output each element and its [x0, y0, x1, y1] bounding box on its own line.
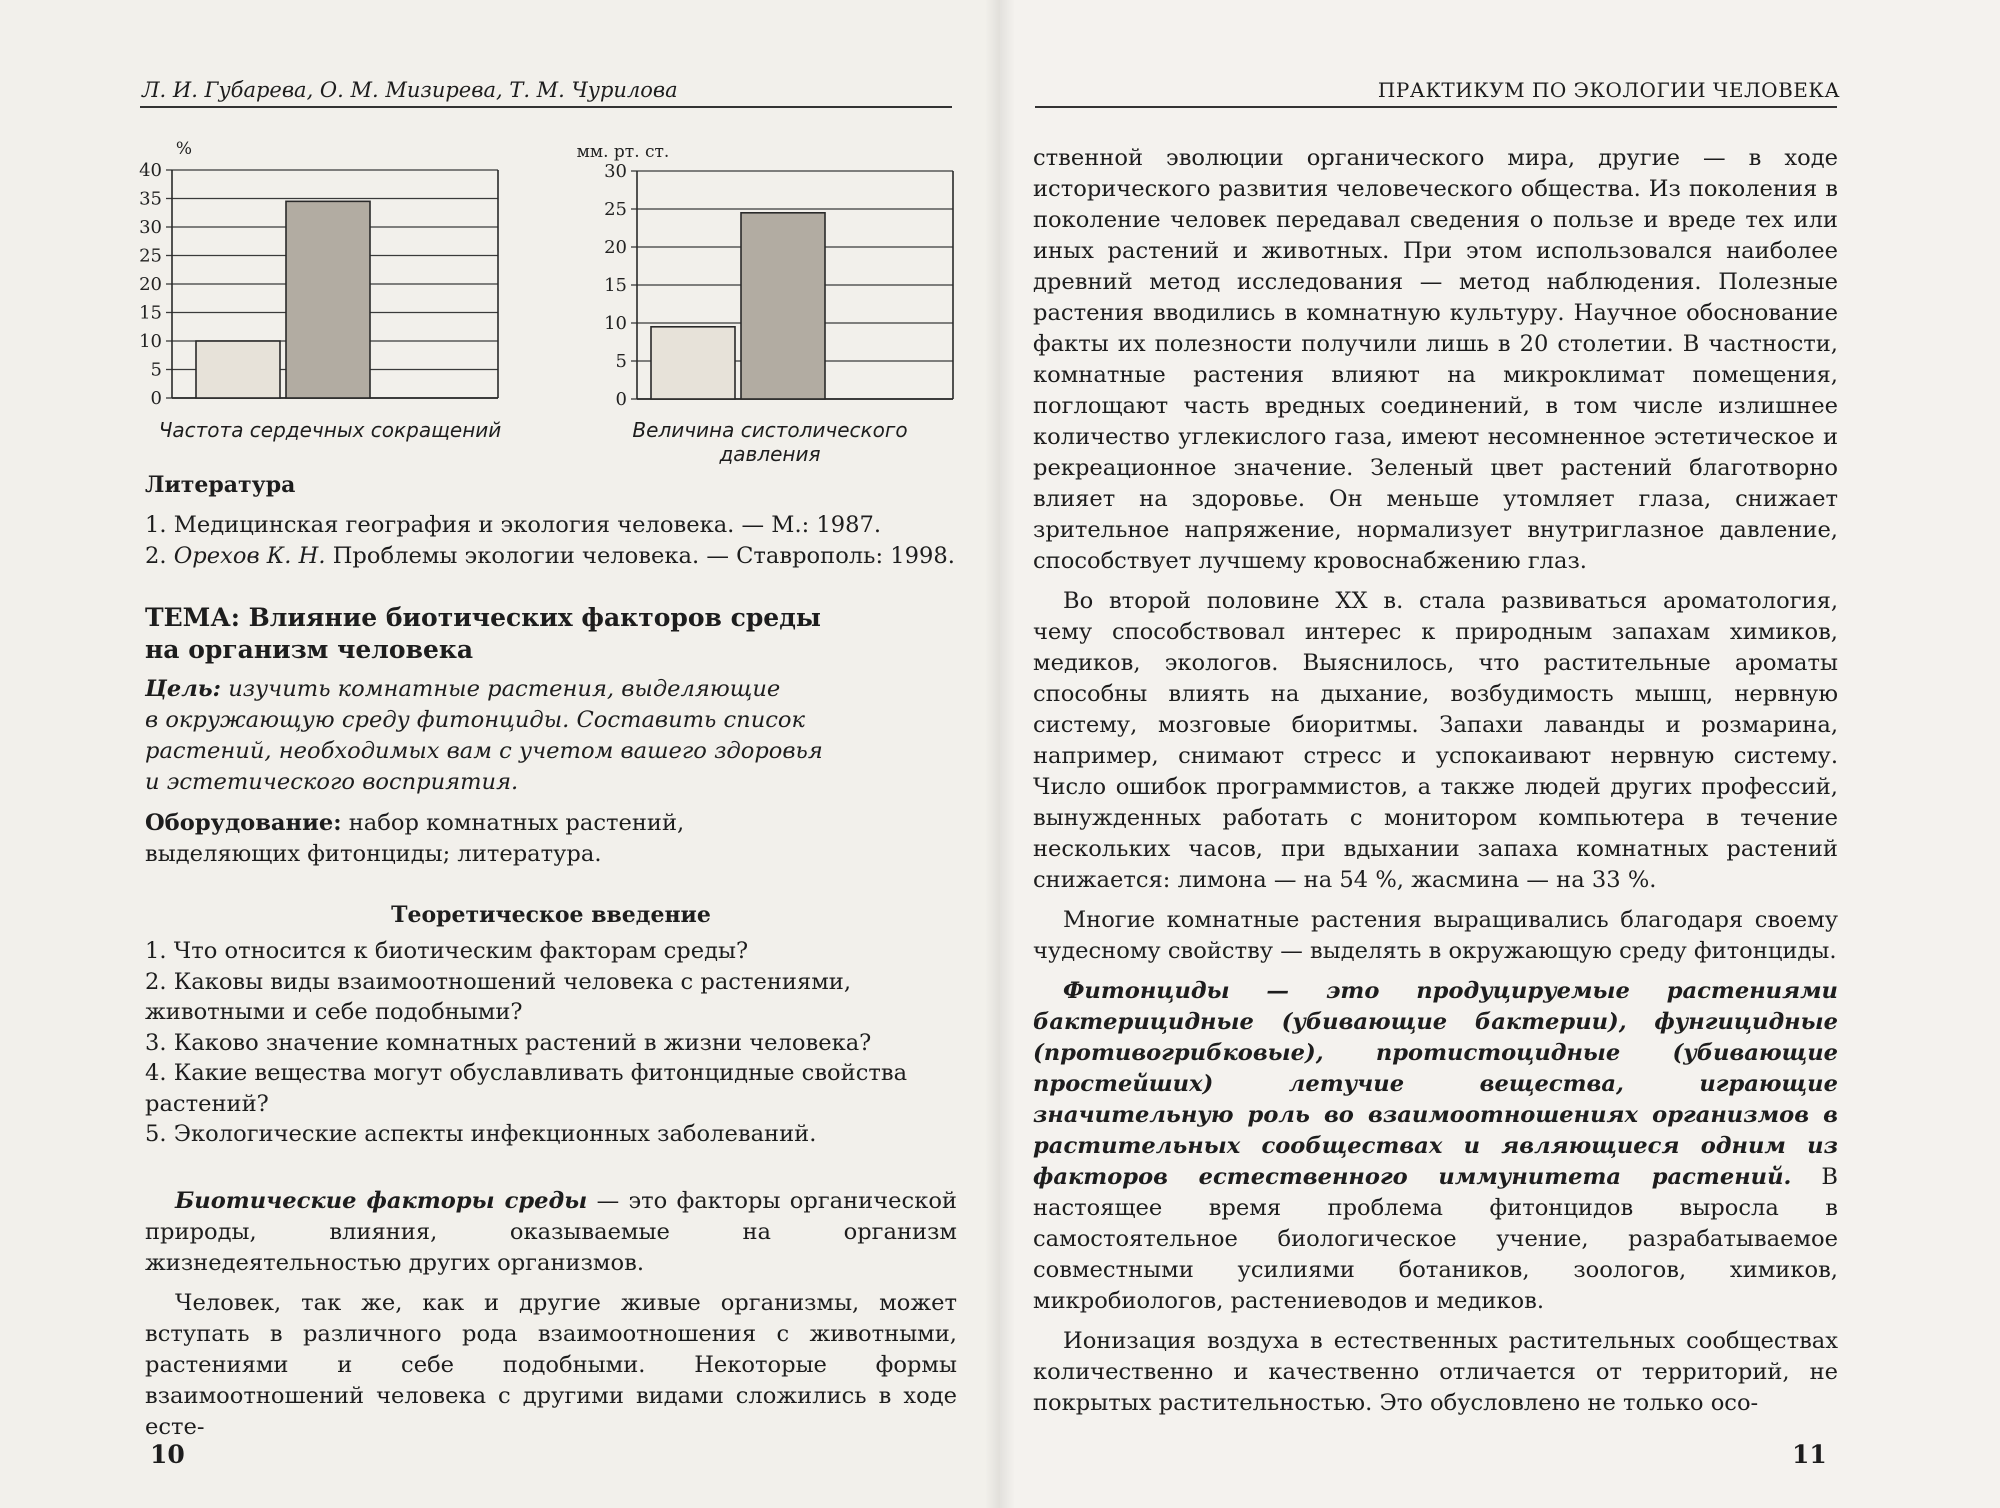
literature-item-2 — [145, 541, 965, 572]
tick-label-25: 25 — [604, 199, 627, 220]
intro-section — [145, 902, 957, 1150]
tick-label-35: 35 — [139, 188, 162, 210]
question-3: 3. Каково значение комнатных растений в жизни человека? — [145, 1029, 872, 1056]
goal-label: Цель: — [145, 676, 221, 702]
goal-line-4: и эстетического восприятия. — [145, 769, 519, 795]
y-axis-unit-label: мм. рт. ст. — [576, 142, 670, 162]
left-head-rule — [140, 106, 952, 108]
heart-rate-chart — [120, 140, 510, 410]
literature-item-2-author: Орехов К. Н. — [173, 542, 326, 569]
equipment-line-1: набор комнатных растений, — [348, 810, 685, 836]
pressure-chart-caption — [610, 418, 930, 466]
equipment-line-2: выделяющих фитонциды; литература. — [145, 841, 602, 867]
literature-item-1-text: Медицинская география и экология человека. — М.: 1987. — [173, 512, 882, 538]
left-paragraph-1 — [145, 1186, 957, 1279]
phytoncides-definition: Фитонциды — это продуцируемые растениями бактерицидные (убивающие бактерии), фунгицидные (противогрибковые), протистоцидные (убивающие простейших) летучие вещества, играющие значительную роль во взаимоотношениях организмов в растительных сообществах и являющиеся одним из факторов естественного иммунитета растений. — [1033, 978, 1838, 1190]
right-paragraph-2: Во второй половине XX в. стала развиваться ароматология, чему способствовал интерес к природным запахам химиков, медиков, экологов. Выяснилось, что растительные ароматы способны влиять на дыхание, возбудимость мышц, нервную систему, мозговые биоритмы. Запахи лаванды и розмарина, например, снимают стресс и успокаивают нервную систему. Число ошибок программистов, а также людей других профессий, вынужденных работать с монитором компьютера в течение нескольких часов, при вдыхании запаха комнатных растений снижается: лимона — на 54 %, жасмина — на 33 %. — [1033, 588, 1838, 893]
question-1: 1. Что относится к биотическим факторам среды? — [145, 938, 749, 964]
question-4: 4. Какие вещества могут обуславливать фитонцидные свойства — [145, 1060, 908, 1086]
tick-label-10: 10 — [604, 313, 627, 334]
question-5: 5. Экологические аспекты инфекционных заболеваний. — [145, 1121, 817, 1147]
bar-1 — [651, 327, 735, 399]
equipment-paragraph — [145, 808, 965, 870]
literature-section — [145, 472, 965, 571]
bar-2 — [286, 201, 370, 398]
bar-2 — [741, 213, 825, 399]
tick-label-15: 15 — [139, 302, 162, 324]
right-paragraph-3: Многие комнатные растения выращивались благодаря своему чудесному свойству — выделять в окружающую среду фитонциды. — [1033, 907, 1838, 964]
question-list — [145, 936, 957, 1150]
right-body — [1033, 143, 1838, 1419]
goal-line-1: изучить комнатные растения, выделяющие — [228, 676, 781, 702]
book-gutter — [985, 0, 1015, 1508]
biotic-factors-term: Биотические факторы среды — [175, 1188, 588, 1214]
literature-item-2-text: Проблемы экологии человека. — Ставрополь: 1998. — [332, 542, 955, 569]
tick-label-15: 15 — [604, 275, 627, 296]
phytoncides-continuation: В настоящее время проблема фитонцидов выросла в самостоятельное биологическое учение, разрабатываемое совместными усилиями ботаников, зоологов, химиков, микробиологов, растениеводов и медиков. — [1033, 1164, 1838, 1314]
goal-line-2: в окружающую среду фитонциды. Составить список — [145, 707, 806, 733]
left-running-head: Л. И. Губарева, О. М. Мизирева, Т. М. Чурилова — [142, 78, 678, 102]
topic-heading-line2: на организм человека — [145, 635, 474, 664]
right-paragraph-4 — [1033, 976, 1838, 1317]
right-running-head: ПРАКТИКУМ ПО ЭКОЛОГИИ ЧЕЛОВЕКА — [1377, 78, 1840, 102]
biotic-factors-definition: — это факторы органической природы, влияния, оказываемые на организм жизнедеятельностью других организмов. — [145, 1188, 957, 1276]
left-page-number: 10 — [150, 1440, 185, 1469]
tick-label-5: 5 — [615, 351, 627, 372]
y-axis-unit-label: % — [175, 139, 193, 159]
tick-label-0: 0 — [615, 389, 627, 410]
heart-rate-chart-svg — [120, 140, 510, 410]
tick-label-30: 30 — [139, 217, 162, 238]
equipment-label: Оборудование: — [145, 810, 342, 836]
tick-label-5: 5 — [150, 359, 162, 381]
pressure-chart-svg — [576, 142, 965, 410]
bar-1 — [196, 341, 280, 398]
right-paragraph-5: Ионизация воздуха в естественных растительных сообществах количественно и качественно отличается от территорий, не покрытых растительностью. Это обусловлено не только осо- — [1033, 1328, 1838, 1416]
literature-heading: Литература — [145, 472, 296, 498]
topic-heading-line1: ТЕМА: Влияние биотических факторов среды — [145, 603, 821, 632]
right-page-number: 11 — [1792, 1440, 1827, 1469]
pressure-chart — [576, 142, 965, 410]
tick-label-10: 10 — [139, 331, 162, 352]
intro-heading: Теоретическое введение — [391, 902, 711, 928]
tick-label-40: 40 — [139, 160, 162, 181]
goal-line-3: растений, необходимых вам с учетом вашего здоровья — [145, 738, 823, 764]
question-4-continued: растений? — [145, 1090, 269, 1117]
tick-label-30: 30 — [604, 161, 627, 182]
heart-rate-caption-text: Частота сердечных сокращений — [158, 418, 502, 442]
literature-item-2-number: 2. — [145, 542, 167, 569]
right-head-rule — [1035, 106, 1837, 108]
pressure-caption-line2: давления — [719, 442, 821, 466]
question-2: 2. Каковы виды взаимоотношений человека с растениями, — [145, 968, 852, 995]
left-body — [145, 1186, 957, 1443]
literature-item-1-number: 1. — [145, 512, 167, 538]
goal-paragraph — [145, 674, 965, 798]
heart-rate-chart-caption — [120, 418, 540, 442]
left-paragraph-2: Человек, так же, как и другие живые организмы, может вступать в различного рода взаимоотношения с животными, растениями и себе подобными. Некоторые формы взаимоотношений человека с другими видами сложились в ходе есте- — [145, 1290, 957, 1440]
tick-label-20: 20 — [604, 237, 627, 258]
question-2-continued: животными и себе подобными? — [145, 999, 523, 1025]
topic-section — [145, 602, 965, 870]
tick-label-25: 25 — [139, 245, 162, 267]
right-paragraph-1: ственной эволюции органического мира, другие — в ходе исторического развития человеческого общества. Из поколения в поколение человек передавал сведения о пользе и вреде тех или иных растений и животных. При этом использовался наиболее древний метод исследования — метод наблюдения. Полезные растения вводились в комнатную культуру. Научное обоснование факты их полезности получили лишь в 20 столетии. В частности, комнатные растения влияют на микроклимат помещения, поглощают часть вредных соединений, в том числе излишнее количество углекислого газа, имеют несомненное эстетическое и рекреационное значение. Зеленый цвет растений благотворно влияет на здоровье. Он меньше утомляет глаза, снижает зрительное напряжение, нормализует внутриглазное давление, способствует лучшему кровоснабжению глаз. — [1033, 145, 1838, 574]
tick-label-0: 0 — [150, 388, 162, 409]
pressure-caption-line1: Величина систолического — [632, 418, 908, 442]
literature-item-1 — [145, 510, 965, 541]
tick-label-20: 20 — [139, 274, 162, 295]
